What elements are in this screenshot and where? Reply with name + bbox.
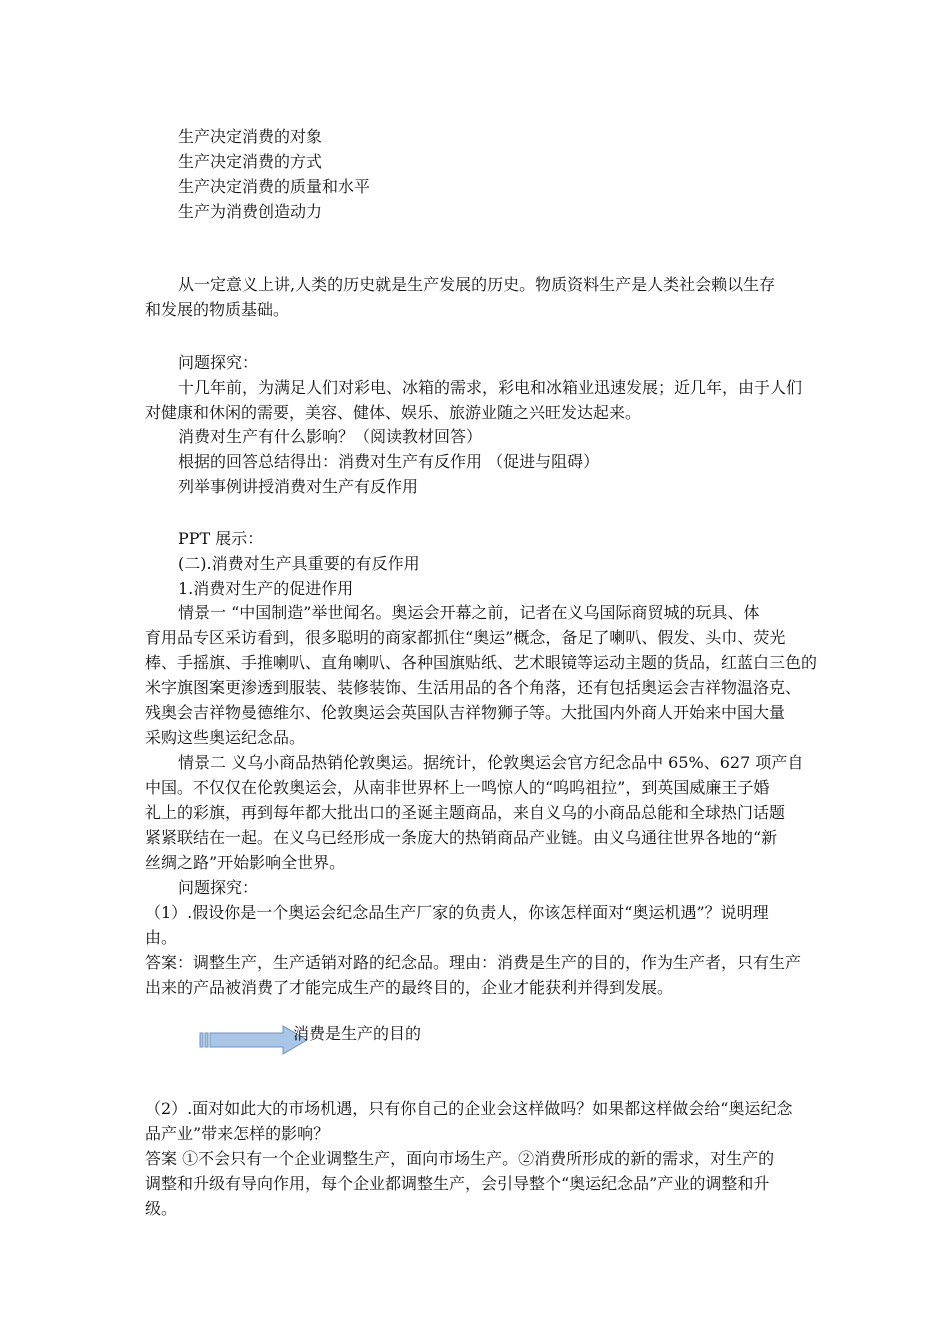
subsection-heading: 1.消费对生产的促进作用 [178, 579, 354, 598]
ppt-label: PPT 展示： [178, 529, 264, 548]
scene2-line: 紧紧联结在一起。在义乌已经形成一条庞大的热销商品产业链。由义乌通往世界各地的“新 [145, 828, 778, 847]
intro-line: 和发展的物质基础。 [145, 300, 290, 319]
scene1-line: 育用品专区采访看到，很多聪明的商家都抓住“奥运”概念，备足了喇叭、假发、头巾、荧光 [145, 628, 786, 647]
scene1-line: 情景一 “中国制造”举世闻名。奥运会开幕之前，记者在义乌国际商贸城的玩具、体 [178, 603, 760, 622]
inquiry-heading: 问题探究： [178, 878, 259, 897]
arrow-label: 消费是生产的目的 [293, 1024, 422, 1043]
answer-2: 级。 [145, 1199, 178, 1218]
list-item: 生产决定消费的方式 [178, 152, 323, 171]
inquiry-text: 十几年前，为满足人们对彩电、冰箱的需求，彩电和冰箱业迅速发展；近几年，由于人们 [178, 378, 803, 397]
scene2-line: 丝绸之路”开始影响全世界。 [145, 853, 346, 872]
answer-2: 调整和升级有导向作用，每个企业都调整生产，会引导整个“奥运纪念品”产业的调整和升 [145, 1174, 770, 1193]
scene2-line: 中国。不仅仅在伦敦奥运会，从南非世界杯上一鸣惊人的“呜呜祖拉”，到英国威廉王子婚 [145, 778, 770, 797]
answer-1: 答案：调整生产，生产适销对路的纪念品。理由：消费是生产的目的，作为生产者，只有生产 [145, 953, 802, 972]
question-2: （2）.面对如此大的市场机遇，只有你自己的企业会这样做吗？如果都这样做会给“奥运纪念 [145, 1099, 793, 1118]
inquiry-heading: 问题探究： [178, 353, 259, 372]
answer-2: 答案 ①不会只有一个企业调整生产，面向市场生产。②消费所形成的新的需求，对生产的 [145, 1149, 775, 1168]
scene1-line: 米字旗图案更渗透到服装、装修装饰、生活用品的各个角落，还有包括奥运会吉祥物温洛克、 [145, 678, 802, 697]
inquiry-text: 对健康和休闲的需要，美容、健体、娱乐、旅游业随之兴旺发达起来。 [145, 403, 642, 422]
list-item: 生产决定消费的质量和水平 [178, 177, 371, 196]
scene2-line: 礼上的彩旗，再到每年都大批出口的圣诞主题商品，来自义乌的小商品总能和全球热门话题 [145, 803, 786, 822]
scene1-line: 采购这些奥运纪念品。 [145, 728, 306, 747]
question-2: 品产业”带来怎样的影响？ [145, 1124, 330, 1143]
inquiry-question: 消费对生产有什么影响？（阅读教材回答） [178, 427, 483, 446]
list-item: 生产决定消费的对象 [178, 127, 323, 146]
intro-line: 从一定意义上讲,人类的历史就是生产发展的历史。物质资料生产是人类社会赖以生存 [178, 275, 776, 294]
inquiry-summary: 根据的回答总结得出：消费对生产有反作用 （促进与阻碍） [178, 452, 600, 471]
scene2-line: 情景二 义乌小商品热销伦敦奥运。据统计，伦敦奥运会官方纪念品中 65%、627 项产自 [178, 753, 804, 772]
answer-1: 出来的产品被消费了才能完成生产的最终目的，企业才能获利并得到发展。 [145, 978, 674, 997]
inquiry-examples: 列举事例讲授消费对生产有反作用 [178, 477, 419, 496]
scene1-line: 残奥会吉祥物曼德维尔、伦敦奥运会英国队吉祥物狮子等。大批国内外商人开始来中国大量 [145, 703, 786, 722]
section-heading: (二).消费对生产具重要的有反作用 [178, 554, 420, 573]
scene1-line: 棒、手摇旗、手推喇叭、直角喇叭、各种国旗贴纸、艺术眼镜等运动主题的货品，红蓝白三色的 [145, 653, 818, 672]
question-1: （1）.假设你是一个奥运会纪念品生产厂家的负责人，你该怎样面对“奥运机遇”？说明理 [145, 903, 769, 922]
list-item: 生产为消费创造动力 [178, 202, 323, 221]
question-1: 由。 [145, 928, 178, 947]
